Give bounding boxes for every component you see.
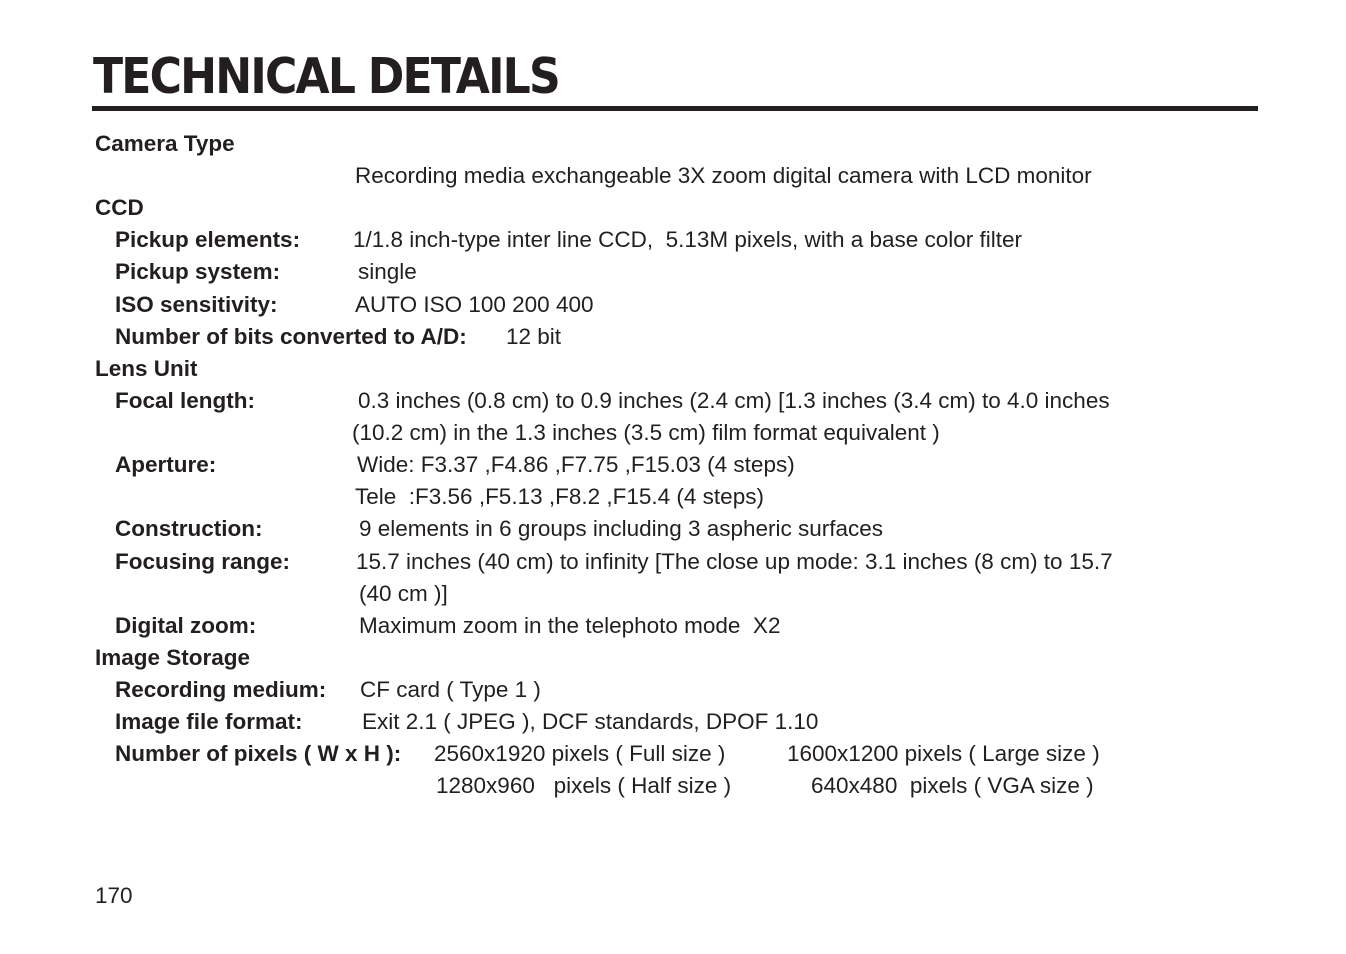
focusing-range-label: Focusing range: <box>115 549 291 574</box>
file-format-label: Image file format: <box>115 709 303 734</box>
digital-zoom-label: Digital zoom: <box>115 613 257 638</box>
file-format-value: Exit 2.1 ( JPEG ), DCF standards, DPOF 1.10 <box>362 709 819 734</box>
focal-length-value-line2: (10.2 cm) in the 1.3 inches (3.5 cm) film format equivalent ) <box>352 420 940 445</box>
construction-value: 9 elements in 6 groups including 3 aspheric surfaces <box>359 516 884 541</box>
construction-label: Construction: <box>115 516 263 541</box>
pixels-label: Number of pixels ( W x H ): <box>115 741 402 766</box>
focal-length-label: Focal length: <box>115 388 255 413</box>
focusing-range-value-line2: (40 cm )] <box>359 581 448 606</box>
focusing-range-value-line1: 15.7 inches (40 cm) to infinity [The close up mode: 3.1 inches (8 cm) to 15.7 <box>356 549 1113 574</box>
pickup-system-label: Pickup system: <box>115 259 281 284</box>
iso-label: ISO sensitivity: <box>115 292 278 317</box>
lens-unit-heading: Lens Unit <box>95 356 198 381</box>
ccd-heading: CCD <box>95 195 144 220</box>
page-title: TECHNICAL DETAILS <box>93 48 559 105</box>
pickup-elements-label: Pickup elements: <box>115 227 301 252</box>
image-storage-heading: Image Storage <box>95 645 251 670</box>
recording-medium-label: Recording medium: <box>115 677 327 702</box>
focal-length-value-line1: 0.3 inches (0.8 cm) to 0.9 inches (2.4 cm) [1.3 inches (3.4 cm) to 4.0 inches <box>358 388 1110 413</box>
aperture-wide-value: Wide: F3.37 ,F4.86 ,F7.75 ,F15.03 (4 steps) <box>357 452 795 477</box>
aperture-label: Aperture: <box>115 452 217 477</box>
digital-zoom-value: Maximum zoom in the telephoto mode X2 <box>359 613 781 638</box>
pickup-elements-value: 1/1.8 inch-type inter line CCD, 5.13M pixels, with a base color filter <box>353 227 1023 252</box>
pixels-vga-size: 640x480 pixels ( VGA size ) <box>811 773 1094 798</box>
ad-bits-value: 12 bit <box>506 324 562 349</box>
recording-medium-value: CF card ( Type 1 ) <box>360 677 541 702</box>
title-underline <box>92 106 1258 111</box>
ad-bits-label: Number of bits converted to A/D: <box>115 324 467 349</box>
page-number: 170 <box>95 883 133 908</box>
iso-value: AUTO ISO 100 200 400 <box>355 292 594 317</box>
camera-type-value: Recording media exchangeable 3X zoom digital camera with LCD monitor <box>355 163 1092 188</box>
camera-type-heading: Camera Type <box>95 131 235 156</box>
pixels-half-size: 1280x960 pixels ( Half size ) <box>436 773 732 798</box>
pickup-system-value: single <box>358 259 417 284</box>
aperture-tele-value: Tele :F3.56 ,F5.13 ,F8.2 ,F15.4 (4 steps) <box>355 484 764 509</box>
pixels-full-size: 2560x1920 pixels ( Full size ) <box>434 741 726 766</box>
pixels-large-size: 1600x1200 pixels ( Large size ) <box>787 741 1100 766</box>
